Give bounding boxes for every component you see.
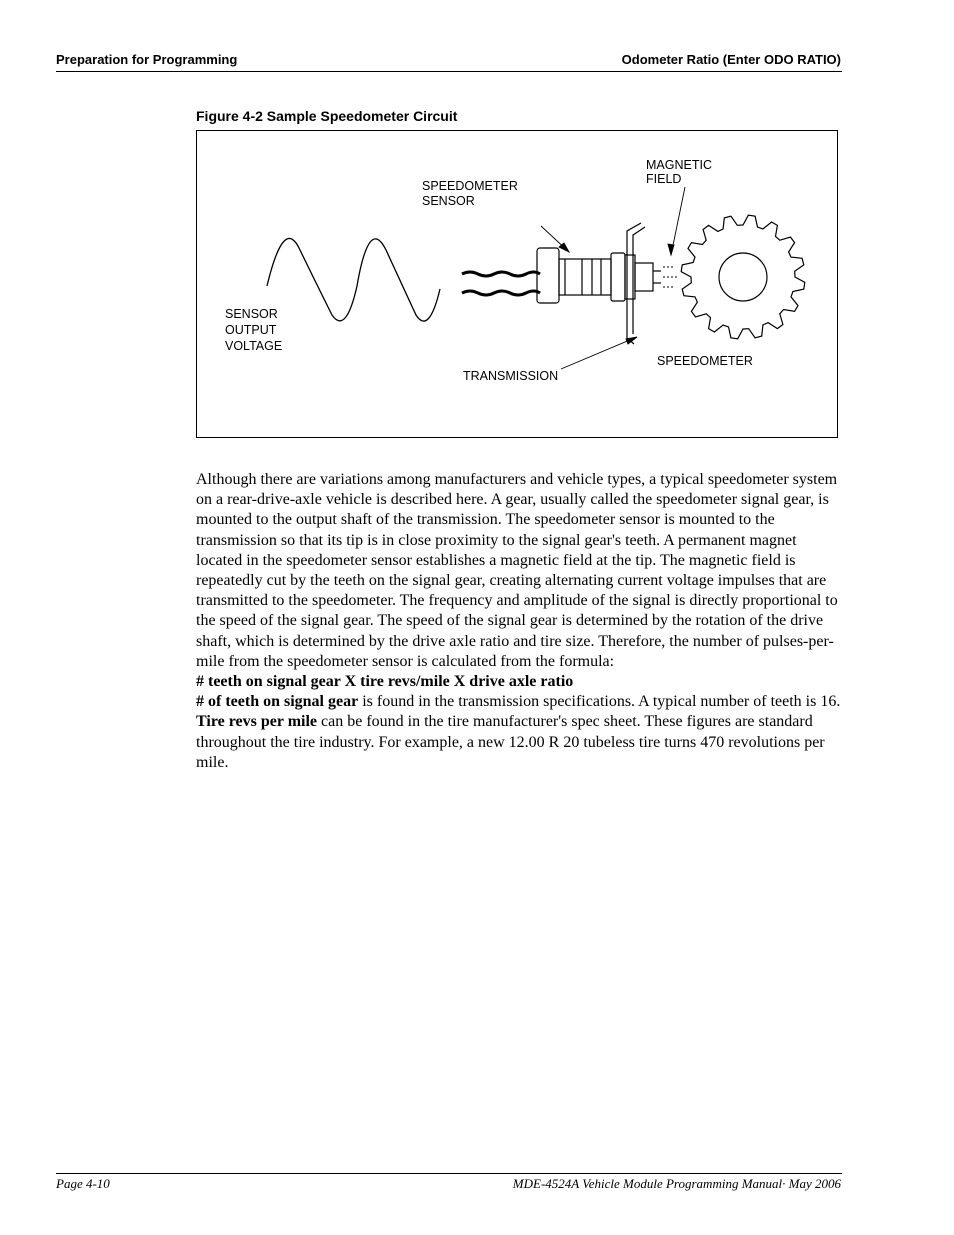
sensor-wire-bottom <box>462 291 540 295</box>
leader-lines <box>541 187 685 369</box>
label-speedometer: SPEEDOMETER <box>657 354 753 368</box>
speedometer-circuit-drawing <box>197 131 839 439</box>
page-number: Page 4-10 <box>56 1176 110 1191</box>
body-text <box>196 470 842 773</box>
figure-caption: Figure 4-2 Sample Speedometer Circuit <box>196 108 458 124</box>
signal-gear <box>681 215 805 339</box>
revs-text: can be found in the tire manufacturer's spec sheet. These figures are standard throughout the tire industry. For example, a new 12.00 R 20 tubeless tire turns 470 revolutions per mile. <box>196 713 825 771</box>
label-transmission: TRANSMISSION <box>463 369 559 383</box>
document-title-footer: MDE-4524A Vehicle Module Programming Manual· May 2006 <box>512 1176 841 1191</box>
label-magnetic-field-line2: FIELD <box>646 172 682 186</box>
intro-paragraph: Although there are variations among manufacturers and vehicle types, a typical speedometer system on a rear-drive-axle vehicle is described here. A gear, usually called the speedometer signal gear, is mounted to the output shaft of the transmission. The speedometer sensor is mounted to the transmission so that its tip is in close proximity to the signal gear's teeth. A permanent magnet located in the speedometer sensor establishes a magnetic field at the tip. The magnetic field is repeatedly cut by the teeth on the signal gear, creating alternating current voltage impulses that are transmitted to the speedometer. The frequency and amplitude of the signal is directly proportional to the speed of the signal gear. The speed of the signal gear is determined by the rotation of the drive shaft, which is determined by the drive axle ratio and tire size. Therefore, the number of pulses-per-mile from the speedometer sensor is calculated from the formula: <box>196 471 838 670</box>
sensor-wire-top <box>462 272 540 276</box>
label-magnetic-field-line1: MAGNETIC <box>646 158 712 172</box>
revs-term: Tire revs per mile <box>196 713 318 731</box>
teeth-text: is found in the transmission specifications. A typical number of teeth is 16. <box>358 693 841 711</box>
speedometer-circuit-figure <box>196 130 838 438</box>
transmission-wall <box>627 223 645 344</box>
revs-paragraph <box>196 712 842 773</box>
label-sensor-output-line3: VOLTAGE <box>225 339 283 353</box>
teeth-term: # of teeth on signal gear <box>196 693 359 711</box>
speedometer-sensor-body <box>537 248 661 303</box>
formula-text: # teeth on signal gear X tire revs/mile X drive axle ratio <box>196 673 574 691</box>
label-speedometer-sensor-line1: SPEEDOMETER <box>422 179 518 193</box>
teeth-paragraph <box>196 692 842 712</box>
label-speedometer-sensor-line2: SENSOR <box>422 194 475 208</box>
formula-line <box>196 672 842 692</box>
header-divider <box>56 71 842 72</box>
footer-divider <box>56 1173 842 1174</box>
label-sensor-output-line1: SENSOR <box>225 307 278 321</box>
running-header-left: Preparation for Programming <box>56 52 238 67</box>
label-sensor-output-line2: OUTPUT <box>225 323 277 337</box>
output-voltage-waveform <box>267 238 440 321</box>
running-header-right: Odometer Ratio (Enter ODO RATIO) <box>621 52 841 67</box>
magnetic-field-lines <box>663 267 677 287</box>
